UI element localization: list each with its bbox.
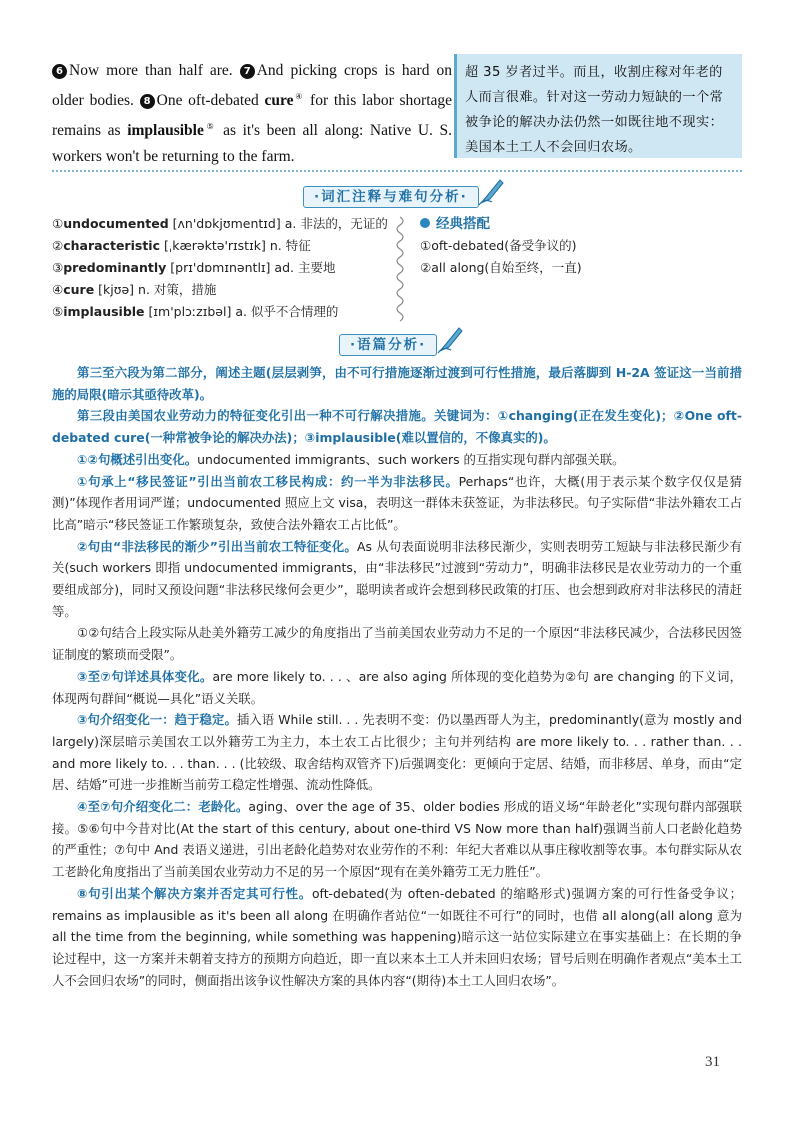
pen-icon [478,176,504,206]
pen-icon [437,324,463,354]
vocab-list [52,213,392,323]
analysis-paragraph: ④至⑦句介绍变化二：老龄化。aging、over the age of 35、older bodies 形成的语义场“年龄老化”实现句群内部强联接。⑤⑥句中今昔对比(At the start of this century, about one-third VS Now more than half)强调当前人口老龄化趋势的严重性；⑦句中 And 表语义递进，引出老龄化趋势对农业劳作的不利：年纪大者难以从事庄稼收割等农事。本句群实际从农工老龄化角度指出了当前美国农业劳动力不足的另一个原因“现有在美外籍劳工无力胜任”。 [52,799,742,880]
vocab-item: ①undocumented [ʌn'dɒkjʊmentɪd] a. 非法的，无证的 [52,216,388,231]
english-passage [52,58,452,170]
vocab-item: ③predominantly [prɪ'dɒmɪnəntlɪ] ad. 主要地 [52,260,336,275]
collocations [420,213,740,279]
vocab-item: ④cure [kjʊə] n. 对策，措施 [52,282,217,297]
analysis-body [52,362,742,991]
sentence-8-part-a: One oft-debated [156,92,259,110]
sentence-8-part-c: as it's been all along: Native U. S. workers won't be returning to the farm. [52,122,453,166]
dotted-divider [52,170,742,172]
collocation-item: ②all along(自始至终，一直) [420,260,582,275]
sentence-7: And picking crops is hard on older bodies. [52,62,452,110]
analysis-section-title: ·语篇分析· [339,334,437,356]
collocations-header: 经典搭配 [420,213,740,235]
vocab-item: ⑤implausible [ɪm'plɔːzɪbəl] a. 似乎不合情理的 [52,304,339,319]
sentence-number-7: 7 [240,64,255,79]
vocab-item: ②characteristic [ˌkærəktə'rɪstɪk] n. 特征 [52,238,311,253]
keyword-implausible: implausible [127,122,204,140]
page-number: 31 [705,1054,720,1070]
analysis-paragraph: 第三至六段为第二部分，阐述主题(层层剥笋，由不可行措施逐渐过渡到可行性措施，最后落脚到 H-2A 签证这一当前措施的局限(暗示其亟待改革)。 [52,365,742,402]
sentence-number-6: 6 [52,64,67,79]
analysis-paragraph: ③句介绍变化一：趋于稳定。插入语 While still. . . 先表明不变：仍以墨西哥人为主，predominantly(意为 mostly and largely)深层暗示美国农工以外籍劳工为主力，本土农工占比很少；主句并列结构 are more likely to. . . rather than. . . and more likely to. . . than. . . (比较级、取舍结构双管齐下)后强调变化：更倾向于定居、结婚，而非移居、单身，而由“定居、结婚”可进一步推断当前劳工稳定性增强、流动性降低。 [52,712,742,793]
bullet-icon [420,218,430,228]
keyword-cure: cure [264,92,294,110]
translation-box: 超 35 岁者过半。而且，收割庄稼对年老的人而言很难。针对这一劳动力短缺的一个常被争论的解决办法仍然一如既往地不现实：美国本土工人不会回归农场。 [454,54,742,158]
vocab-section-title: ·词汇注释与难句分析· [303,186,479,208]
analysis-paragraph: 第三段由美国农业劳动力的特征变化引出一种不可行解决措施。关键词为：①changing(正在发生变化)；②One oft-debated cure(一种常被争论的解决办法)；③implausible(难以置信的，不像真实的)。 [52,408,742,446]
sentence-8-part-b: for this labor shortage remains as [52,92,453,140]
ref-5: ⑤ [203,122,217,132]
ref-4: ④ [293,92,305,101]
spiral-divider-icon [393,215,407,325]
analysis-paragraph: ③至⑦句详述具体变化。are more likely to. . . 、are also aging 所体现的变化趋势为②句 are changing 的下义词，体现两句群间“概说—具化”语义关联。 [52,668,742,706]
analysis-paragraph: ①②句结合上段实际从赴美外籍劳工减少的角度指出了当前美国农业劳动力不足的一个原因“非法移民减少，合法移民因签证制度的繁琐而受限”。 [52,625,742,663]
sentence-6: Now more than half are. [69,62,233,79]
collocation-item: ①oft-debated(备受争议的) [420,238,577,253]
analysis-paragraph: ⑧句引出某个解决方案并否定其可行性。oft-debated(为 often-debated 的缩略形式)强调方案的可行性备受争议；remains as implausible as it's been all along 在明确作者站位“一如既往不可行”的同时，也借 all along(all along 意为 all the time from the beginning, while something was happening)暗示这一站位实际建立在事实基础上：在长期的争论过程中，这一方案并未朝着支持方的预期方向趋近，即一直以来本土工人并未回归农场；冒号后则在明确作者观点“美本土工人不会回归农场”的同时，侧面指出该争议性解决方案的具体内容“(期待)本土工人回归农场”。 [52,885,743,988]
analysis-paragraph: ①②句概述引出变化。undocumented immigrants、such workers 的互指实现句群内部强关联。 [77,451,625,467]
sentence-number-8: 8 [140,94,155,109]
analysis-paragraph: ①句承上“移民签证”引出当前农工移民构成：约一半为非法移民。Perhaps“也许，大概(用于表示某个数字仅仅是猜测)”体现作者用词严谨；undocumented 照应上文 visa，表明这一群体未获签证，为非法移民。句子实际借“非法外籍农工占比高”暗示“移民签证工作繁琐复杂，致使合法外籍农工占比低”。 [52,473,742,532]
analysis-paragraph: ②句由“非法移民的渐少”引出当前农工特征变化。As 从句表面说明非法移民渐少，实则表明劳工短缺与非法移民渐少有关(such workers 即指 undocumented immigrants，由“非法移民”过渡到“劳动力”，明确非法移民是农业劳动力的一个重要组成部分)，同时又预设问题“非法移民缘何会更少”，聪明读者或许会想到移民政策的打压、也会想到政府对非法移民的清赶等。 [52,538,743,619]
